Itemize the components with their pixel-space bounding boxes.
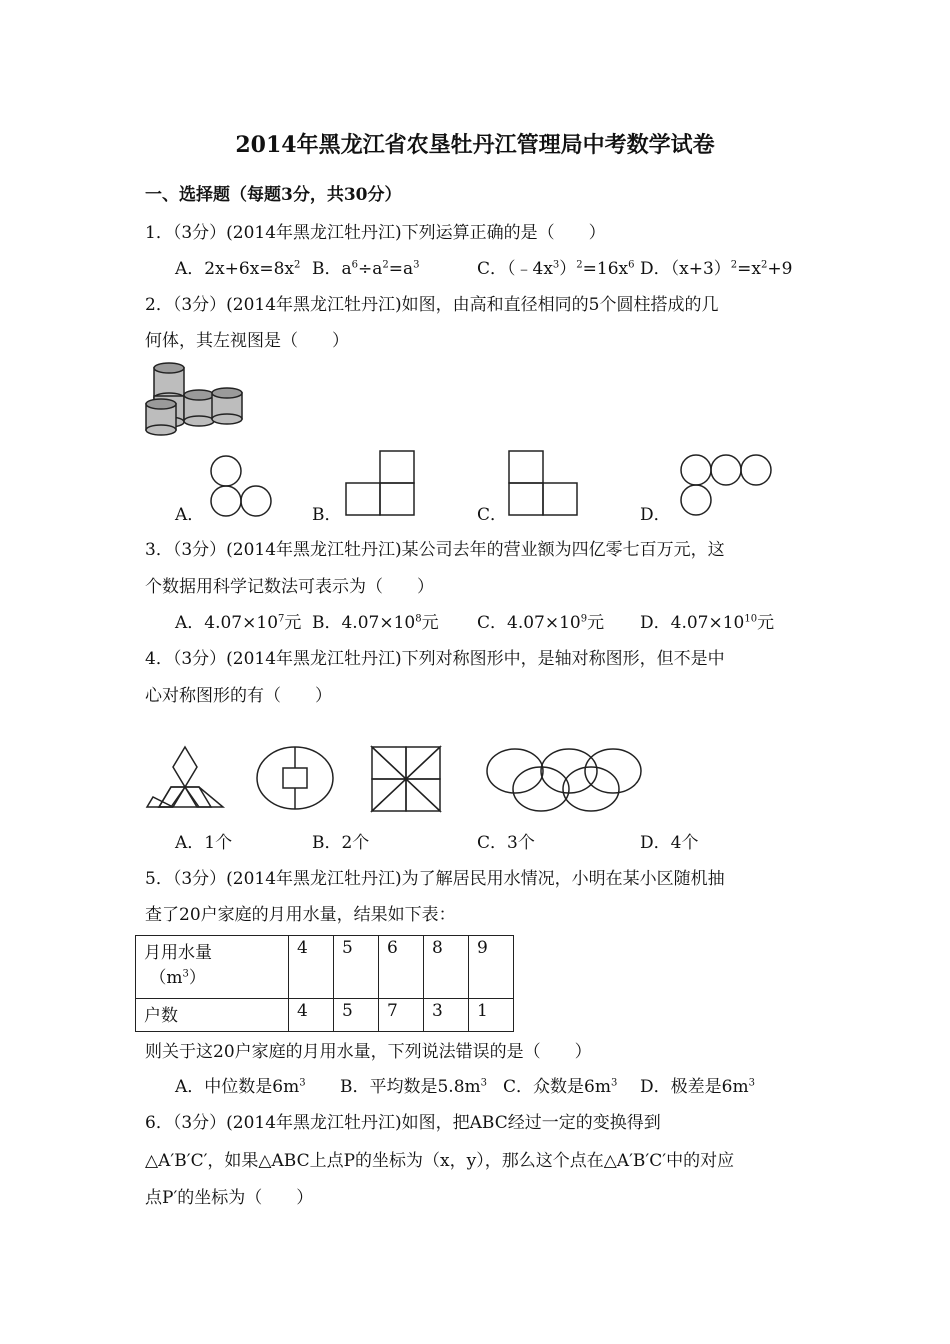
q3-option-d: D．$4.07\times 10^{10}$元 — [640, 613, 775, 633]
q4-figure-ellipse — [255, 745, 337, 813]
q2-label-d: D． — [640, 505, 671, 525]
q4-figure-diamonds — [145, 745, 227, 813]
question-6-line2: △A′B′C′，如果△ABC上点P的坐标为（x，y），那么这个点在△A′B′C′中的对应 — [145, 1151, 735, 1171]
q2-option-d-figure — [680, 453, 780, 518]
q5-option-b: B．平均数是$5.8m^3$ — [340, 1077, 488, 1097]
table-cell: 6 — [379, 936, 424, 999]
question-2-line2: 何体，其左视图是（ ） — [145, 331, 349, 351]
table-cell: 5 — [334, 999, 379, 1032]
q2-label-c: C． — [477, 505, 508, 525]
question-5-line1: 5．（3分）(2014年黑龙江牡丹江)为了解居民用水情况，小明在某小区随机抽 — [145, 869, 725, 889]
q2-option-b-figure — [345, 448, 417, 518]
question-5-line2: 查了20户家庭的月用水量，结果如下表： — [145, 905, 456, 925]
q5-option-d: D．极差是$6m^3$ — [640, 1077, 755, 1097]
table-cell: 4 — [289, 936, 334, 999]
table-cell: 7 — [379, 999, 424, 1032]
water-usage-table — [135, 935, 514, 1032]
q4-option-c: C．3个 — [477, 833, 535, 853]
table-cell: 9 — [469, 936, 514, 999]
q5-option-a: A．中位数是$6m^3$ — [175, 1077, 306, 1097]
question-3-line2: 个数据用科学记数法可表示为（ ） — [145, 577, 434, 597]
table-header-households: 户数 — [136, 999, 289, 1032]
table-cell: 8 — [424, 936, 469, 999]
q1-option-b: B．$a^6\div a^2=a^3$ — [312, 259, 420, 279]
q5-option-c: C．众数是$6m^3$ — [503, 1077, 618, 1097]
q4-option-b: B．2个 — [312, 833, 370, 853]
question-4-line1: 4．（3分）(2014年黑龙江牡丹江)下列对称图形中，是轴对称图形，但不是中 — [145, 649, 725, 669]
q4-figure-pinwheel — [370, 745, 446, 813]
table-row — [136, 936, 514, 999]
q4-figure-rings — [485, 745, 645, 813]
q1-option-d: D．$(x+3)^2=x^2+9$ — [640, 259, 793, 279]
question-4-line2: 心对称图形的有（ ） — [145, 686, 332, 706]
question-6-line1: 6．（3分）(2014年黑龙江牡丹江)如图，把ABC经过一定的变换得到 — [145, 1113, 661, 1133]
q2-label-b: B． — [312, 505, 342, 525]
q3-option-b: B．$4.07\times 10^8$元 — [312, 613, 439, 633]
table-cell: 3 — [424, 999, 469, 1032]
q3-option-a: A．$4.07\times 10^7$元 — [175, 613, 302, 633]
table-cell: 4 — [289, 999, 334, 1032]
question-2-line1: 2．（3分）(2014年黑龙江牡丹江)如图，由高和直径相同的5个圆柱搭成的几 — [145, 295, 719, 315]
q1-option-a: A．$2x+6x=8x^2$ — [175, 259, 301, 279]
table-row — [136, 999, 514, 1032]
q4-option-d: D．4个 — [640, 833, 699, 853]
section-heading: 一、选择题（每题3分，共30分） — [145, 185, 402, 205]
question-1-stem: 1．（3分）(2014年黑龙江牡丹江)下列运算正确的是（ ） — [145, 223, 606, 243]
question-5-line3: 则关于这20户家庭的月用水量，下列说法错误的是（ ） — [145, 1042, 592, 1062]
q2-label-a: A． — [175, 505, 205, 525]
table-cell: 1 — [469, 999, 514, 1032]
q3-option-c: C．$4.07\times 10^9$元 — [477, 613, 605, 633]
question-3-line1: 3．（3分）(2014年黑龙江牡丹江)某公司去年的营业额为四亿零七百万元，这 — [145, 540, 725, 560]
cylinders-figure — [140, 360, 250, 440]
page-title: 2014年黑龙江省农垦牡丹江管理局中考数学试卷 — [235, 132, 715, 158]
q2-option-a-figure — [205, 455, 275, 520]
table-cell: 5 — [334, 936, 379, 999]
q4-option-a: A．1个 — [175, 833, 233, 853]
table-header-volume: 月用水量 $(m^3)$ — [136, 936, 289, 999]
question-6-line3: 点P′的坐标为（ ） — [145, 1188, 314, 1208]
q1-option-c: C．$(﹣4x^3)^2=16x^6$ — [477, 259, 635, 279]
q2-option-c-figure — [508, 448, 580, 518]
